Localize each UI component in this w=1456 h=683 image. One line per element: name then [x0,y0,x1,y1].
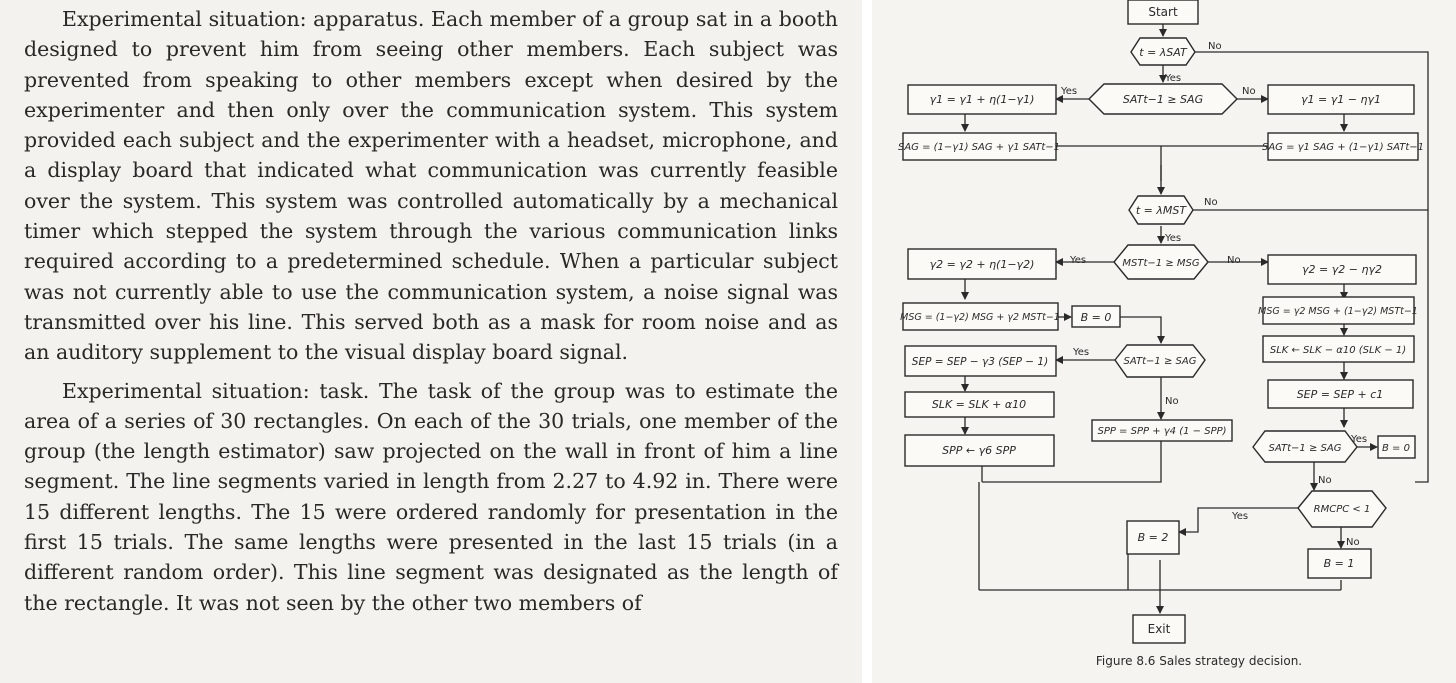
sep-left-label: SEP = SEP − γ3 (SEP − 1) [911,356,1049,368]
no-label: No [1165,396,1179,407]
no-label: No [1346,537,1360,548]
spp-left-label: SPP ← γ6 SPP [942,444,1016,457]
decision-sat-sag-3-label: SATt−1 ≥ SAG [1268,443,1342,454]
msg-right-label: MSG = γ2 MSG + (1−γ2) MSTt−1 [1258,306,1418,317]
no-label: No [1204,197,1218,208]
b-one-label: B = 1 [1323,557,1355,570]
no-label: No [1242,86,1256,97]
yes-label: Yes [1165,233,1182,244]
slk-right-label: SLK ← SLK − α10 (SLK − 1) [1269,345,1407,356]
yes-label: Yes [1232,511,1249,522]
spp-mid-label: SPP = SPP + γ4 (1 − SPP) [1097,426,1227,437]
yes-label: Yes [1061,86,1078,97]
decision-sat-sag-2-label: SATt−1 ≥ SAG [1123,356,1197,367]
b-two-label: B = 2 [1137,531,1169,544]
flowchart-page [872,0,1456,683]
yes-label: Yes [1351,434,1368,445]
decision-sat-sag-label: SATt−1 ≥ SAG [1122,93,1204,106]
gamma1-up-label: γ1 = γ1 + η(1−γ1) [929,93,1035,106]
start-label: Start [1148,5,1178,19]
sag-left-label: SAG = (1−γ1) SAG + γ1 SATt−1 [897,142,1061,153]
b-zero-mid-label: B = 0 [1080,311,1112,324]
gamma1-down-label: γ1 = γ1 − ηγ1 [1301,93,1381,106]
paragraph-apparatus: Experimental situation: apparatus. Each member of a group sat in a booth designed to prevent him from seeing other members. Each subject was prevented from speaking to other members except when desired by the experimenter and then only over the communication system. This system provided each subject and the experimenter with a headset, microphone, and a display board that indicated what communication was currently feasible over the system. This system was controlled automatically by a mechanical timer which stepped the system through the various communication links required according to a predetermined schedule. When a particular subject was not currently able to use the communication system, a noise signal was transmitted over his line. This served both as a mask for room noise and as an auditory supplement to the visual display board signal. [24,7,838,365]
flowchart [872,0,1456,683]
figure-caption: Figure 8.6 Sales strategy decision. [1095,654,1303,668]
yes-label: Yes [1070,255,1087,266]
decision-t-mst-label: t = λMST [1135,204,1187,217]
decision-mst-msg-label: MSTt−1 ≥ MSG [1122,258,1200,269]
exit-label: Exit [1147,622,1171,636]
no-label: No [1318,475,1332,486]
msg-left-label: MSG = (1−γ2) MSG + γ2 MSTt−1 [900,312,1060,323]
b-zero-right-label: B = 0 [1382,443,1410,454]
decision-rmcpc-label: RMCPC < 1 [1313,504,1371,515]
decision-t-sat-label: t = λSAT [1139,46,1187,59]
paragraph-task: Experimental situation: task. The task of the group was to estimate the area of a series of 30 rectangles. On each of the 30 trials, one member of the group (the length estimator) saw projected on the wall in front of him a line segment. The line segments varied in length from 2.27 to 4.92 in. There were 15 different lengths. The 15 were ordered randomly for presentation in the first 15 trials. The same lengths were presented in the last 15 trials (in a different random order). This line segment was designated as the length of the rectangle. It was not seen by the other two members of [24,378,838,615]
slk-left-label: SLK = SLK + α10 [931,398,1027,411]
gamma2-up-label: γ2 = γ2 + η(1−γ2) [929,258,1035,271]
yes-label: Yes [1165,73,1182,84]
sag-right-label: SAG = γ1 SAG + (1−γ1) SATt−1 [1261,142,1425,153]
no-label: No [1227,255,1241,266]
gamma2-down-label: γ2 = γ2 − ηγ2 [1302,263,1382,276]
no-label: No [1208,41,1222,52]
sep-right-label: SEP = SEP + c1 [1296,388,1384,401]
yes-label: Yes [1073,347,1090,358]
